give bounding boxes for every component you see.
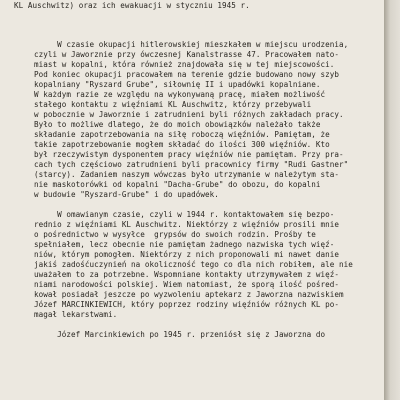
text-line: składanie zapotrzebowania na siłę roboczą więźniów. Pamiętam, że [34,130,330,139]
text-line: nie maskotorówki od kopalni "Dacha-Grube" do obozu, do kopalni [34,180,321,189]
text-line: (starcy). Zadaniem naszym wówczas było utrzymanie w należytym sta- [34,170,340,179]
text-line: w pobocznie w Jaworznie i zatrudnieni byli różnych zakładach pracy. [34,110,344,119]
text-line: kopalniany "Ryszard Grube", siłownię II i upadówki kopalniane. [34,80,321,89]
text-line: rednio z więźniami KL Auschwitz. Niektórzy z więźniów prosili mnie [34,220,340,229]
text-line: miast w kopalni, która również znajdowała się w tej miejscowości. [34,60,335,69]
text-line: niami narodowości polskiej. Wiem natomiast, że sporą ilość pośred- [34,280,340,289]
text-line: W omawianym czasie, czyli w 1944 r. kontaktowałem się bezpo- [34,210,335,219]
text-line: Józef MARCINKIEWICH, który poprzez rodziny więźniów różnych KL po- [34,300,340,309]
text-line: KL Auschwitz) oraz ich ewakuacji w styczniu 1945 r. [14,1,250,10]
text-line: takie zapotrzebowanie mogłem składać do ilości 300 więźniów. Kto [34,140,330,149]
text-line: stałego kontaktu z więźniami KL Auschwitz, którzy przebywali [34,100,312,109]
text-line: spełniałem, lecz obecnie nie pamiętam żadnego nazwiska tych więź- [34,240,335,249]
text-line: cach tych częściowo zatrudnieni byli pracownicy firmy "Rudi Gastner" [34,160,349,169]
text-line: Józef Marcinkiewich po 1945 r. przeniósł się z Jaworzna do [34,330,326,339]
text-line: o pośrednictwo w wysyłce grypsów do swoich rodzin. Prośby te [34,230,316,239]
text-line: Było to możliwe dlatego, że do moich obowiązków należało także [34,120,321,129]
text-line: Pod koniec okupacji pracowałem na terenie gdzie budowano nowy szyb [34,70,340,79]
text-line: W czasie okupacji hitlerowskiej mieszkałem w miejscu urodzenia, [34,40,349,49]
page-edge [384,0,400,400]
text-line: magał lekarstwami. [34,310,118,319]
text-line: czyli w Jaworznie przy ówczesnej Kanalstrasse 47. Pracowałem nato- [34,50,340,59]
text-line: był rzeczywistym dysponentem pracy więźniów nie pamiętam. Przy pra- [34,150,344,159]
text-line: niów, którym pomogłem. Niektórzy z nich proponowali mi nawet danie [34,250,340,259]
text-line: W każdym razie ze względu na wykonywaną pracę, miałem możliwość [34,90,326,99]
text-line: uważałem to za potrzebne. Wspomniane kontakty utrzymywałem z więź- [34,270,340,279]
text-line: w budowie "Ryszard-Grube" i do upadówek. [34,190,219,199]
text-line: jakiś zadośćuczynień na okoliczność tego co dla nich robiłem, ale nie [34,260,353,269]
text-line: kował posiadał jeszcze po wyzwoleniu aptekarz z Jaworzna nazwiskiem [34,290,344,299]
